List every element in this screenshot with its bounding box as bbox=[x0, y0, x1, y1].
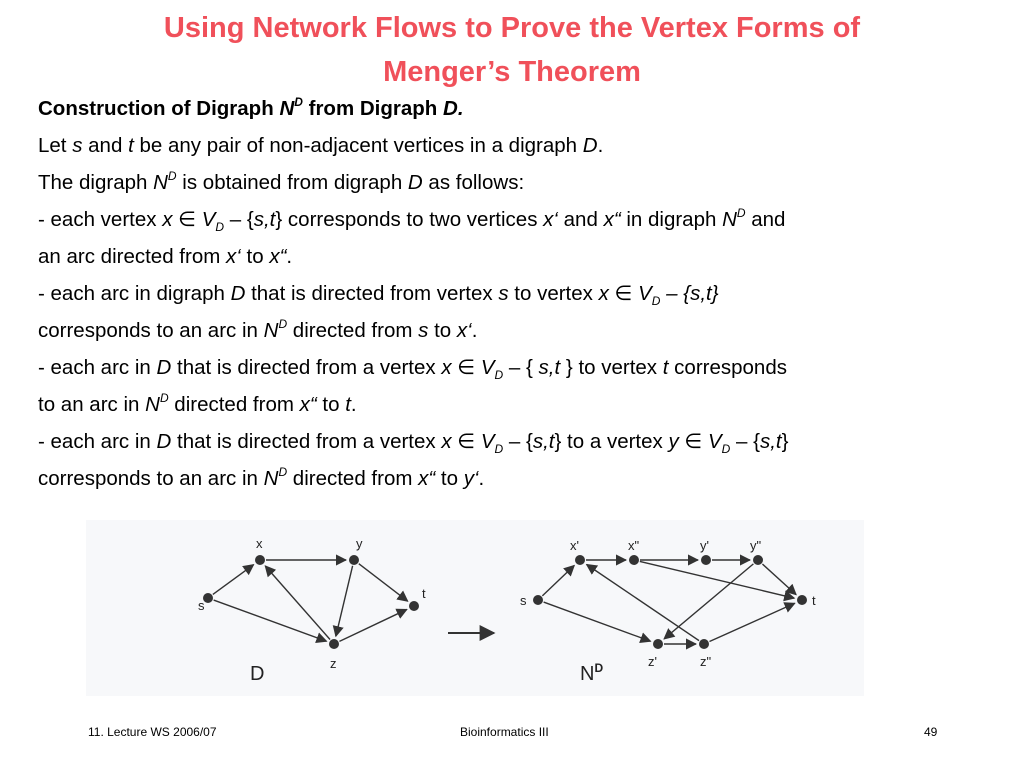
bullet-3-line-b: to an arc in $N^D$ directed from x“ to t. bbox=[38, 391, 357, 416]
slide-body bbox=[38, 90, 998, 497]
bullet-4-line-b: corresponds to an arc in $N^D$ directed from x“ to y‘. bbox=[38, 465, 485, 490]
graph-D-node-label-t: t bbox=[422, 586, 426, 601]
graph-ND-node-x2 bbox=[629, 555, 639, 565]
graph-D-node-label-y: y bbox=[356, 536, 363, 551]
graph-D-node-y bbox=[349, 555, 359, 565]
bullet-4-line-a: - each arc in D that is directed from a vertex x ∈ $V_D - \{s,t\}$ to a vertex y ∈ $V_D - \{s,t\}$ bbox=[38, 430, 789, 456]
graph-D-arc-s-x bbox=[213, 565, 254, 595]
graph-D-arc-z-x bbox=[265, 566, 330, 639]
graph-D-node-x bbox=[255, 555, 265, 565]
title-line-1: Using Network Flows to Prove the Vertex Forms of bbox=[163, 12, 861, 44]
graph-ND-node-y2 bbox=[753, 555, 763, 565]
bullet-3-line-a: - each arc in D that is directed from a vertex x ∈ $V_D$ – { s,t } to vertex t corresponds bbox=[38, 356, 787, 382]
graph-ND-node-z1 bbox=[653, 639, 663, 649]
graph-ND-arc-z2-x1 bbox=[587, 564, 699, 640]
graph-D-arc-y-t bbox=[359, 564, 408, 601]
graph-D-node-label-x: x bbox=[256, 536, 263, 551]
bullet-2-line-b: corresponds to an arc in $N^D$ directed from s to x‘. bbox=[38, 317, 478, 342]
graph-ND-node-t bbox=[797, 595, 807, 605]
bullet-1-line-a: - each vertex x ∈ $V_D - \{s,t\}$ corresponds to two vertices x‘ and x“ in digraph $N^D$ and bbox=[38, 206, 786, 234]
graph-ND-node-y1 bbox=[701, 555, 711, 565]
graph-ND-node-label-y2: y" bbox=[750, 538, 762, 553]
graph-ND-node-z2 bbox=[699, 639, 709, 649]
graph-D-node-s bbox=[203, 593, 213, 603]
graph-ND-name: $N^D$ bbox=[580, 661, 604, 685]
graph-ND-node-label-y1: y' bbox=[700, 538, 709, 553]
graph-ND-node-label-x2: x" bbox=[628, 538, 640, 553]
graph-D-node-label-z: z bbox=[330, 656, 337, 671]
text-line-2: The digraph $N^D$ is obtained from digraph D as follows: bbox=[38, 169, 525, 194]
graph-ND-arc-s-x1 bbox=[542, 566, 574, 596]
digraph-figure-svg bbox=[86, 520, 864, 696]
graph-D-node-t bbox=[409, 601, 419, 611]
slide-title bbox=[60, 6, 964, 94]
title-line-2: Menger’s Theorem bbox=[383, 56, 641, 88]
bullet-1-line-b: an arc directed from x‘ to x“. bbox=[38, 245, 293, 268]
construction-heading: Construction of Digraph $N^D$ from Digraph D. bbox=[38, 95, 464, 120]
text-line-1: Let s and t be any pair of non-adjacent vertices in a digraph D. bbox=[38, 134, 604, 157]
graph-ND-node-label-z2: z" bbox=[700, 654, 712, 669]
bullet-2-line-a: - each arc in digraph D that is directed from vertex s to vertex x ∈ $V_D - \{s,t\}$ bbox=[38, 282, 719, 308]
footer-lecture: 11. Lecture WS 2006/07 bbox=[88, 725, 217, 739]
graph-ND-node-s bbox=[533, 595, 543, 605]
graph-ND-node-label-x1: x' bbox=[570, 538, 579, 553]
graph-D-node-z bbox=[329, 639, 339, 649]
graph-ND-node-label-s: s bbox=[520, 593, 527, 608]
graph-ND-arc-y2-t bbox=[762, 564, 796, 595]
digraph-figure bbox=[86, 520, 864, 696]
graph-ND-node-x1 bbox=[575, 555, 585, 565]
graph-ND-arc-x2-t bbox=[640, 561, 794, 598]
graph-D-name: D bbox=[250, 663, 265, 685]
graph-ND-arc-s-z1 bbox=[544, 602, 651, 641]
graph-ND-node-label-t: t bbox=[812, 593, 816, 608]
graph-ND-arc-z2-t bbox=[709, 603, 794, 641]
graph-ND-node-label-z1: z' bbox=[648, 654, 657, 669]
graph-D-node-label-s: s bbox=[198, 598, 205, 613]
footer-course: Bioinformatics III bbox=[460, 725, 549, 739]
footer-page-number: 49 bbox=[924, 725, 938, 739]
graph-D-arc-z-t bbox=[339, 609, 406, 641]
graph-D-arc-s-z bbox=[214, 600, 327, 641]
graph-D-arc-y-z bbox=[336, 566, 353, 636]
